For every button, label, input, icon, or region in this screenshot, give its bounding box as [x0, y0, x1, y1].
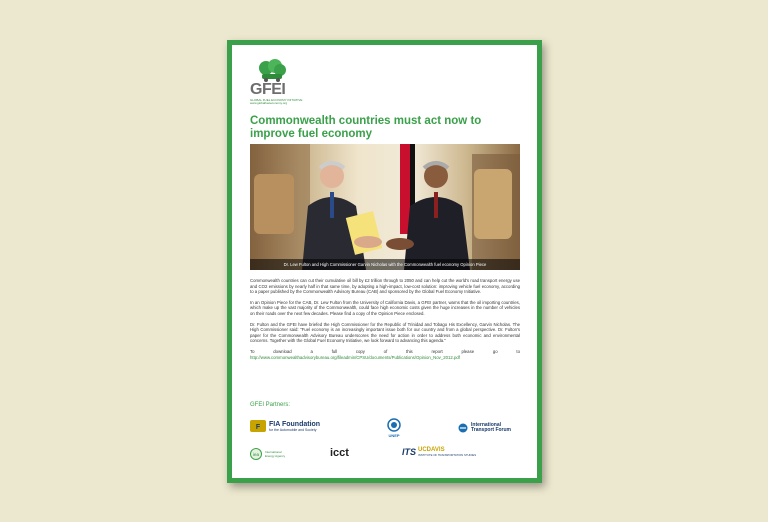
icct-name: icct: [330, 447, 349, 459]
icct-logo: [330, 447, 349, 459]
iea-logo: [250, 448, 289, 460]
itf-logo: [458, 423, 511, 433]
itf-name2: Transport Forum: [471, 427, 512, 433]
unep-name: UNEP: [388, 433, 400, 438]
logo-url: www.globalfueleconomy.org: [250, 101, 288, 105]
unep-icon: [387, 418, 401, 432]
download-paragraph: [250, 349, 520, 360]
document-frame: [227, 40, 542, 483]
document-page: [232, 45, 537, 478]
logo-subtitle: [250, 99, 302, 105]
fia-sub: for the Automobile and Society: [269, 427, 317, 432]
fia-foundation-logo: [250, 420, 320, 432]
download-text: To download a full copy of this report please go to: [250, 348, 520, 354]
article-body: [250, 278, 520, 365]
paragraph-2: In an Opinion Piece for the CAB, Dr. Lew Fulton from the University of California Davis, a GFEI partner, warns that the oil importing countries, which make up the vast majority of the Commonwealth, could face high economic costs given the huge increases in the number of vehicles on their roads over the next few decades. Please find a copy of the Opinion Piece enclosed.: [250, 299, 520, 316]
paragraph-1: Commonwealth countries can cut their cumulative oil bill by £2 trillion through to 2050 and can help cut the world's road transport energy use and CO2 emissions by nearly half in that same time, by adopting a high-impact, low-cost solution: improving vehicle fuel economy, according to a paper published by the Commonwealth Advisory Bureau (CAB) and sponsored by the Global Fuel Economy Initiative.: [250, 278, 520, 295]
photo-caption: Dr. Lew Fulton and High Commissioner Garvin Nicholas with the Commonwealth fuel economy Opinion Piece: [250, 259, 520, 270]
logo-text: GFEI: [250, 81, 286, 98]
unep-logo: [387, 418, 401, 438]
logo-subtitle-text: GLOBAL FUEL ECONOMY INITIATIVE: [250, 98, 303, 102]
itf-icon: [458, 423, 468, 433]
photo-illustration: [250, 144, 520, 270]
paragraph-3: Dr. Fulton and the GFEI have briefed the High Commissioner for the Republic of Trinidad and Tobago His Excellency, Garvin Nicholas. The High Commissioner said: "Fuel economy is an increasingly important issue both for our country and from a global perspective. Dr. Fulton's paper for the Commonwealth Advisory Bureau underscores the need for action in order to address both economic and environmental concerns. Together with the Global Fuel Economy Initiative, we look forward to advancing this agenda.": [250, 321, 520, 344]
photo: [250, 144, 520, 270]
fia-icon: [250, 420, 266, 432]
svg-text:F: F: [255, 424, 261, 431]
fia-name: FIA Foundation: [269, 420, 321, 428]
gfei-logo: [250, 59, 303, 111]
itf-name: International: [471, 422, 502, 428]
iea-icon: [250, 448, 262, 460]
its-ucdavis-logo: [402, 447, 476, 457]
page-title: Commonwealth countries must act now to improve fuel economy: [250, 115, 482, 140]
its-name2: UCDAVIS: [418, 447, 445, 453]
partners-label: GFEI Partners:: [250, 402, 291, 408]
tree-car-icon: [256, 59, 288, 83]
svg-text:iea: iea: [252, 452, 260, 457]
its-name: ITS: [402, 447, 417, 457]
its-sub: INSTITUTE OF TRANSPORTATION STUDIES: [418, 453, 477, 457]
download-link[interactable]: http://www.commonwealthadvisorybureau.org/fileadmin/CPSU/documents/Publications/Opinion_Nov_2012.pdf: [250, 354, 460, 360]
iea-name: International Energy Agency: [265, 450, 286, 458]
